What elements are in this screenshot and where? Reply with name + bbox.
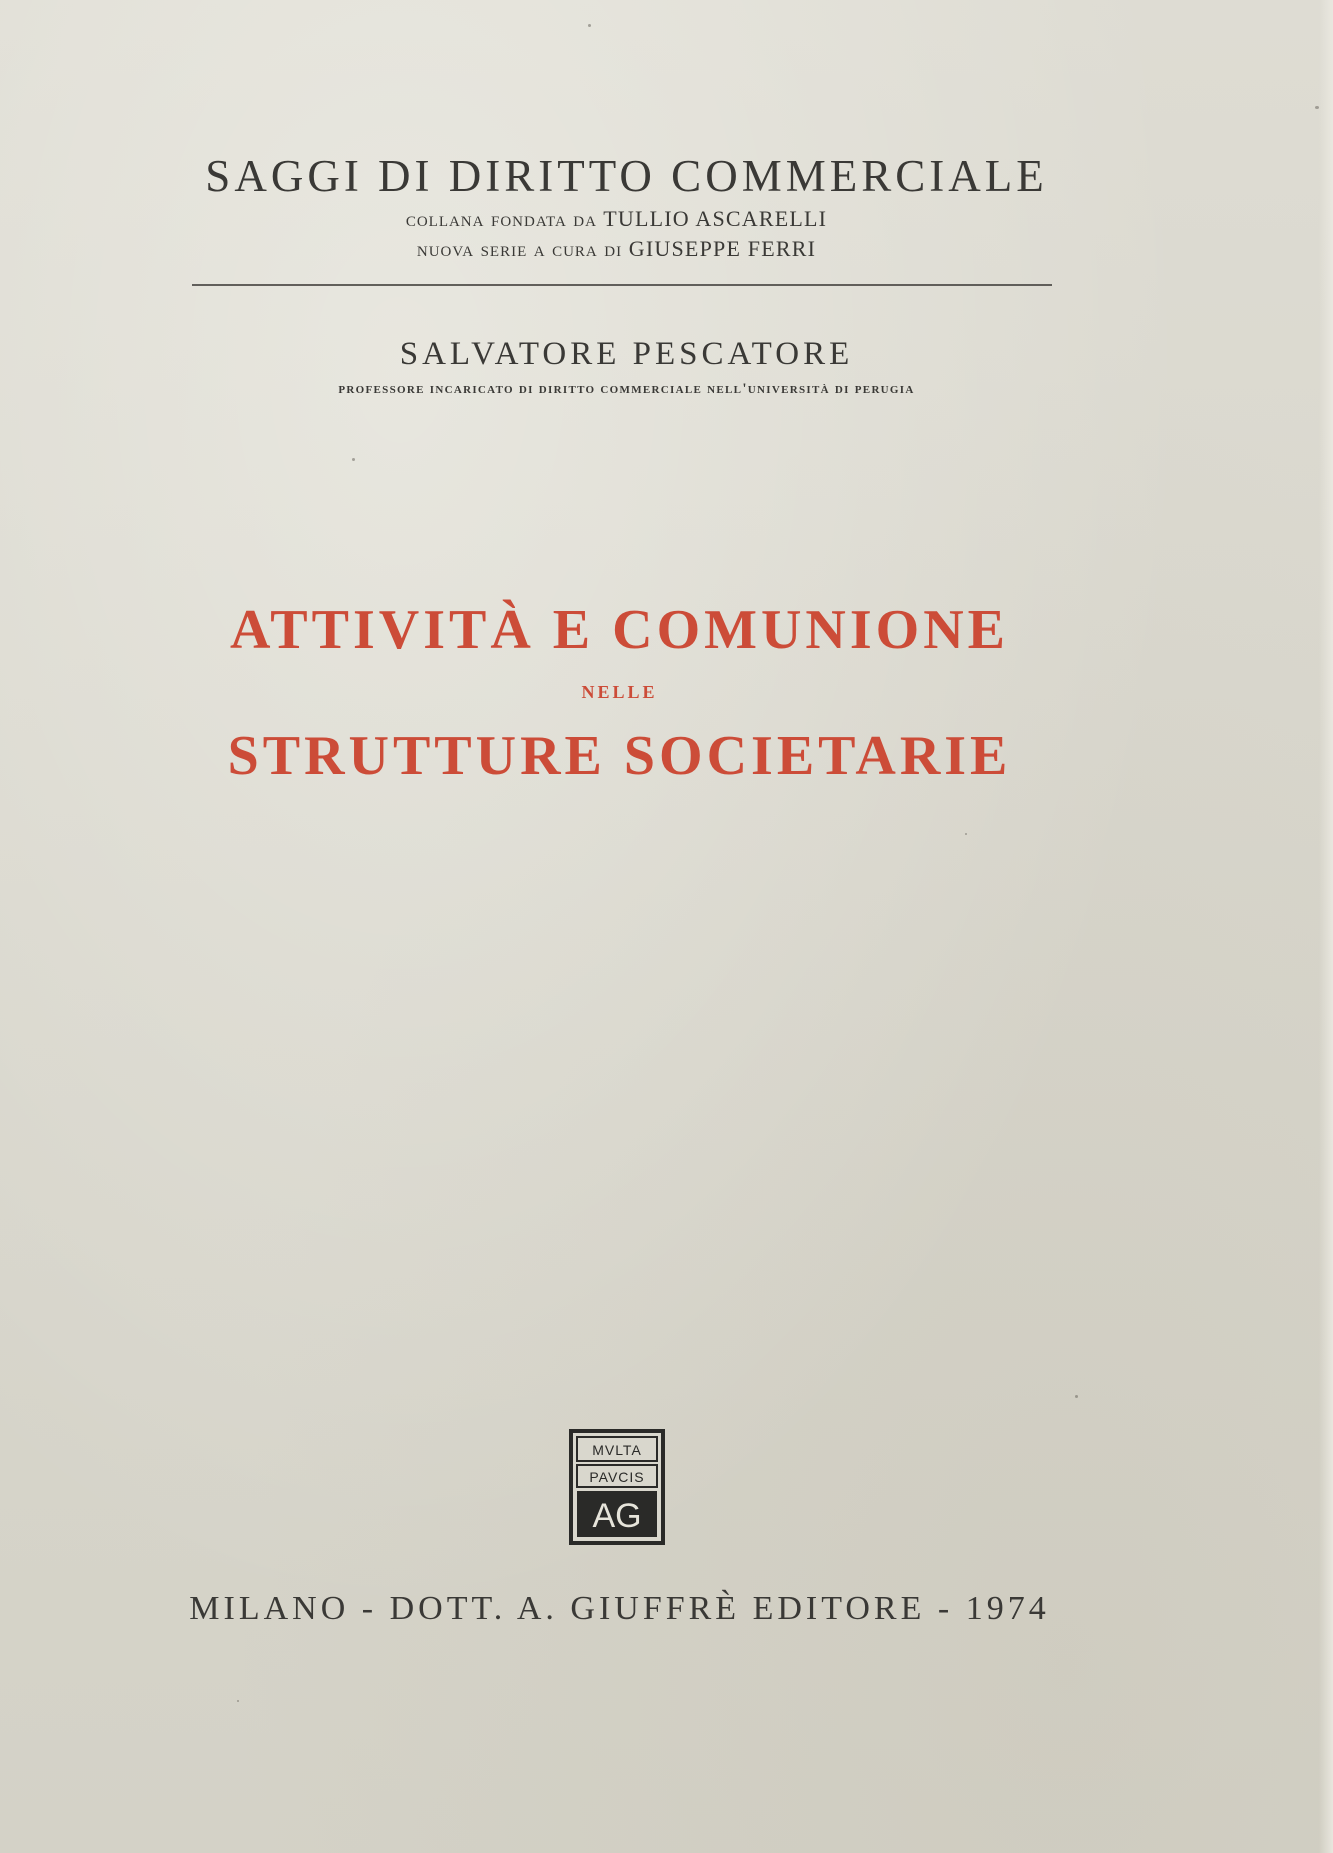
logo-motto-line-2: PAVCIS	[589, 1469, 645, 1485]
series-founder-name: TULLIO ASCARELLI	[603, 206, 828, 231]
series-editor-name: GIUSEPPE FERRI	[628, 236, 817, 261]
paper-speck	[1315, 106, 1319, 109]
series-title: SAGGI DI DIRITTO COMMERCIALE	[205, 151, 1048, 201]
series-editor-prefix: nuova serie a cura di	[416, 236, 623, 261]
paper-speck	[1075, 1395, 1078, 1398]
publisher-logo	[569, 1429, 665, 1545]
series-founder-line	[0, 206, 1283, 232]
series-editor-line	[0, 236, 1283, 262]
logo-motto-line-1: MVLTA	[592, 1442, 642, 1458]
logo-monogram: AG	[592, 1497, 642, 1535]
author-affiliation: professore incaricato di diritto commerciale nell'università di perugia	[338, 381, 915, 397]
paper-speck	[588, 24, 591, 27]
book-title-connector: nelle	[581, 675, 658, 704]
series-founder-prefix: collana fondata da	[405, 206, 597, 231]
horizontal-divider	[192, 284, 1052, 286]
publisher-logo-mark	[576, 1436, 658, 1538]
book-title-line-2: STRUTTURE SOCIETARIE	[227, 725, 1012, 787]
book-title-line-1: ATTIVITÀ E COMUNIONE	[229, 599, 1010, 661]
imprint-line: MILANO - DOTT. A. GIUFFRÈ EDITORE - 1974	[189, 1590, 1050, 1627]
paper-speck	[352, 458, 355, 461]
paper-speck	[237, 1700, 239, 1702]
author-name: SALVATORE PESCATORE	[399, 336, 854, 372]
paper-speck	[965, 833, 967, 835]
